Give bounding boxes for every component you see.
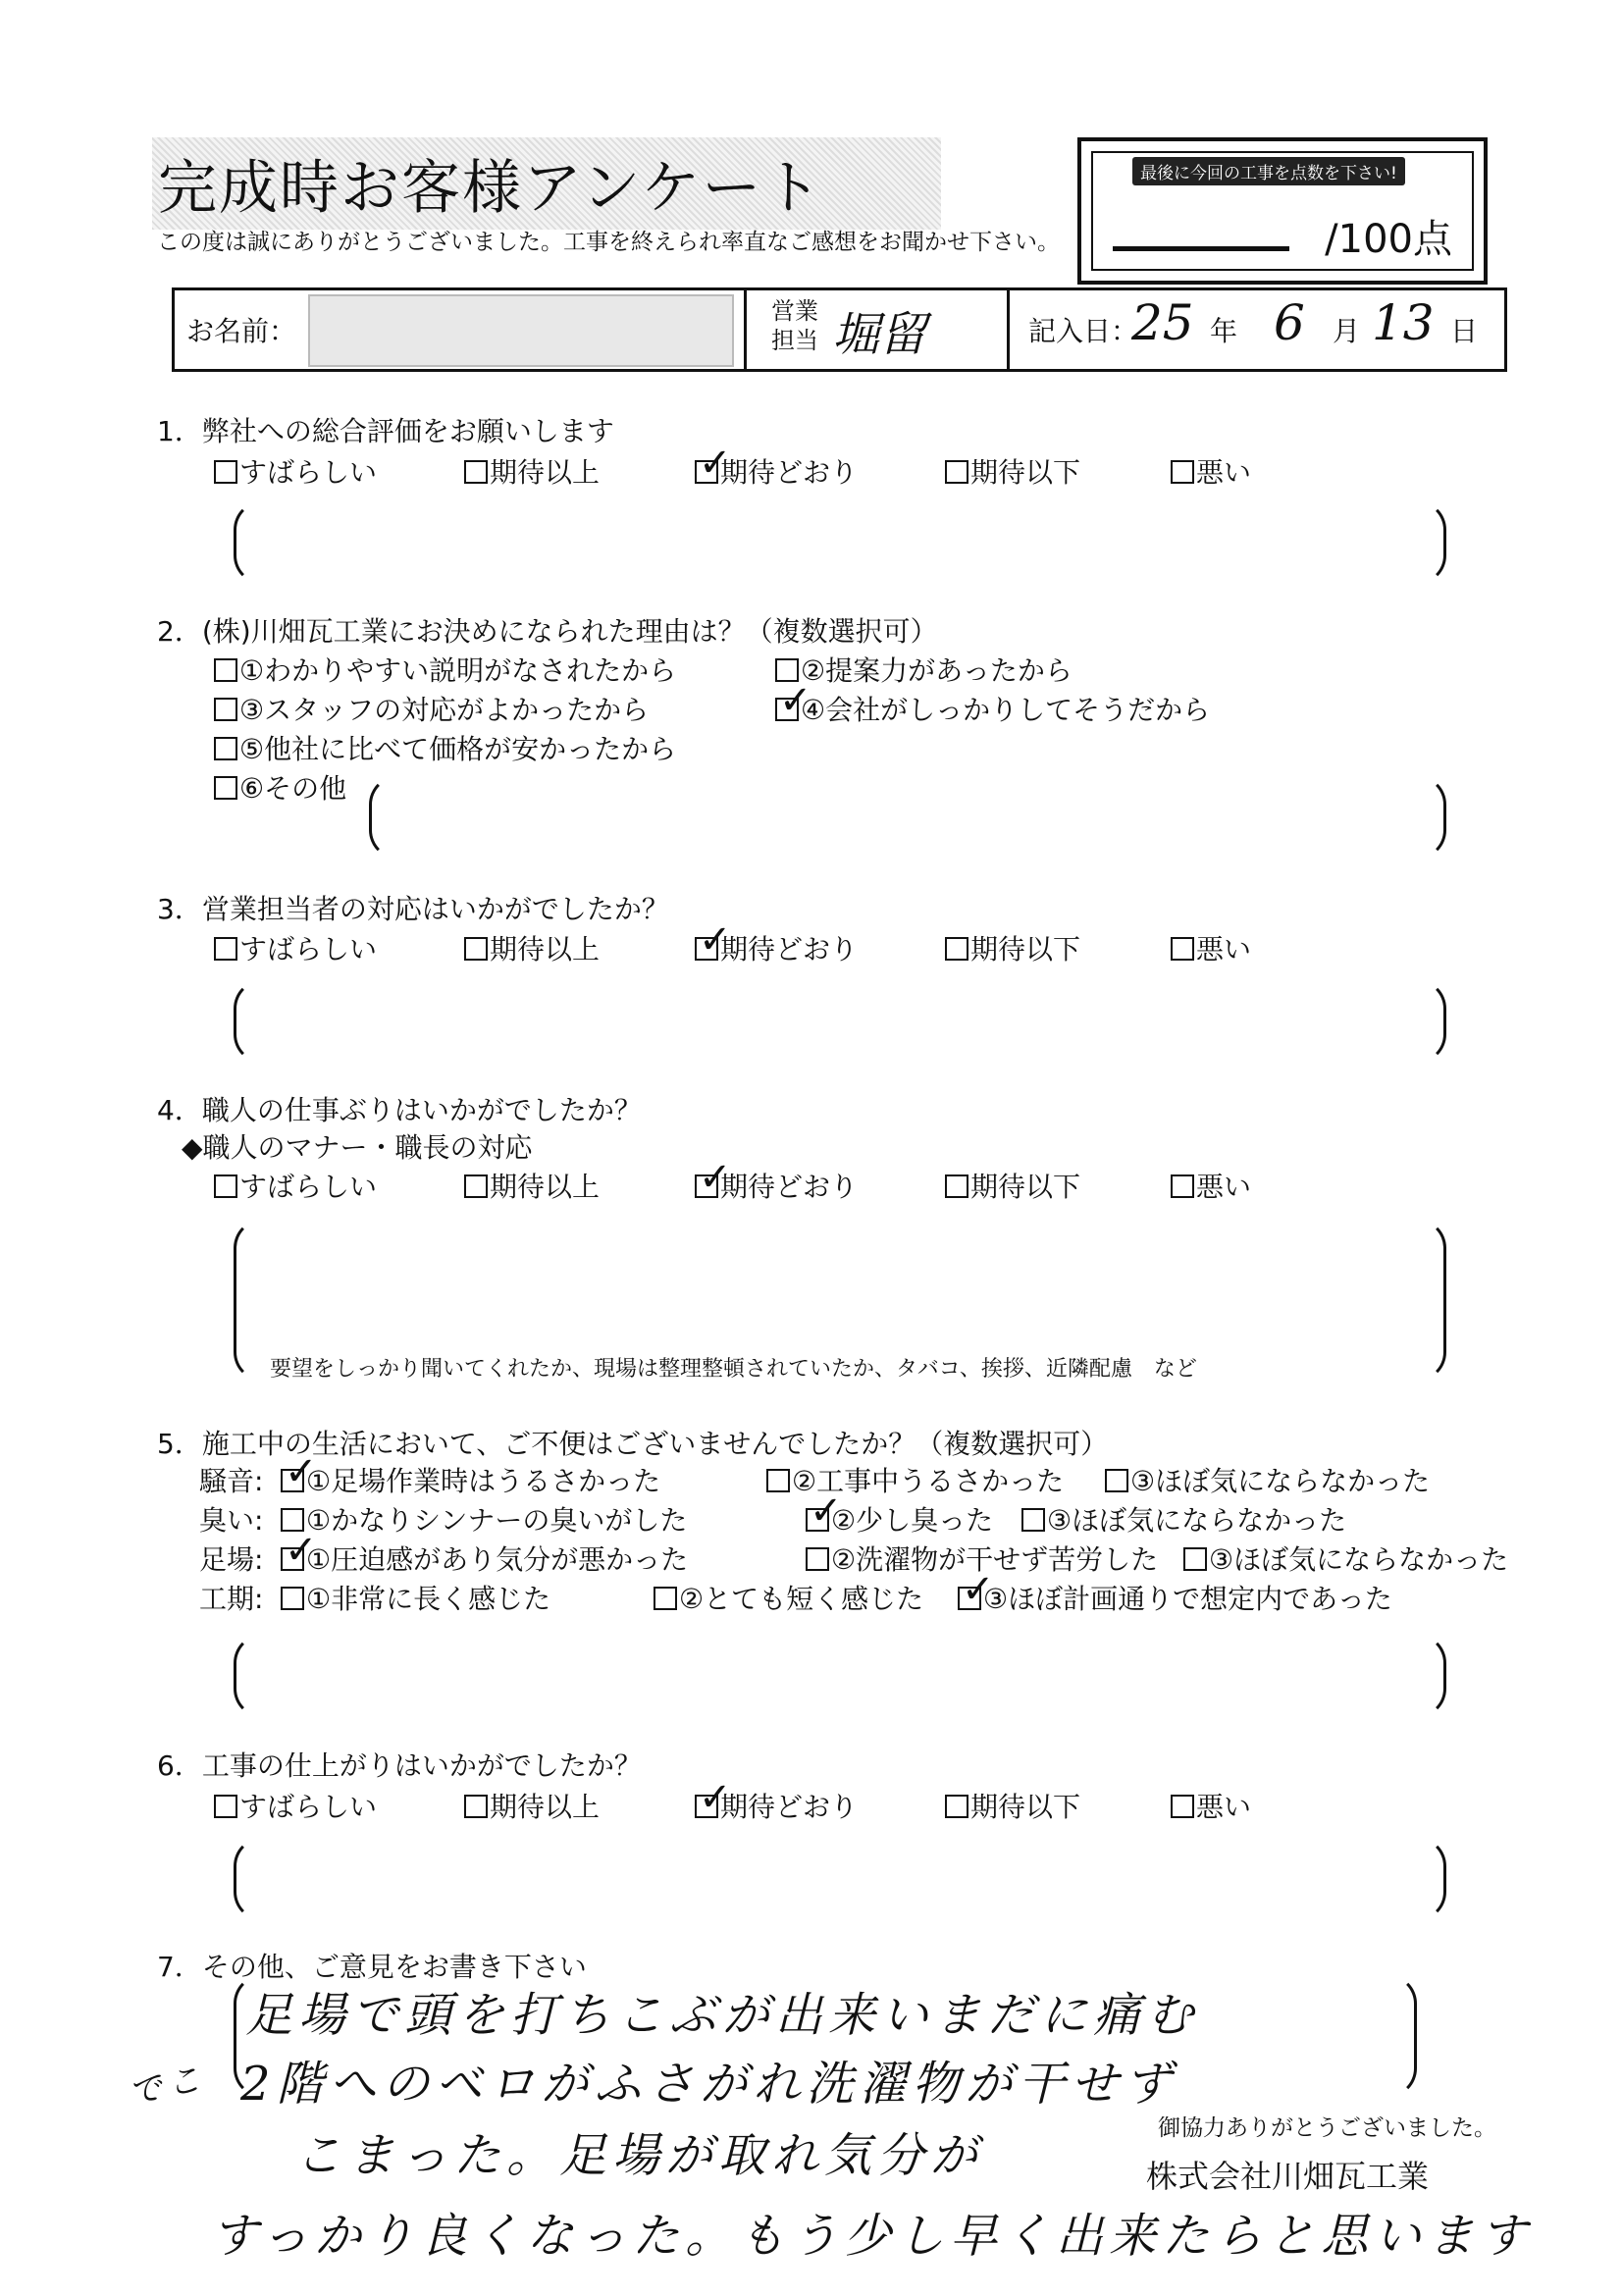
q4-option-4[interactable]: [945, 1166, 1080, 1205]
checkbox-checked[interactable]: [695, 937, 718, 961]
q5-row-label: 臭い:: [199, 1504, 264, 1537]
divider: [744, 290, 747, 369]
q5-row-4-option-1[interactable]: [281, 1578, 550, 1617]
score-box: [1077, 137, 1488, 285]
q5-row-2-option-3[interactable]: [1021, 1499, 1346, 1539]
checkbox-checked[interactable]: [695, 1174, 718, 1198]
q4-option-4-label: 期待以下: [970, 1171, 1081, 1203]
q1-option-3[interactable]: [695, 451, 858, 491]
q4-option-2[interactable]: [464, 1166, 600, 1205]
q3-option-4[interactable]: [945, 928, 1080, 967]
q5-row-label: 足場:: [199, 1543, 264, 1576]
checkbox[interactable]: [281, 1587, 304, 1610]
date-label: 記入日：: [1028, 315, 1139, 347]
checkbox[interactable]: [766, 1469, 790, 1492]
info-row: [172, 287, 1507, 372]
q5-option-label: ①かなりシンナーの臭いがした: [306, 1504, 688, 1537]
checkbox[interactable]: [945, 460, 968, 484]
q5-row-3-option-1[interactable]: [281, 1539, 688, 1578]
q1-option-2[interactable]: [464, 451, 600, 491]
q3-option-1[interactable]: [214, 928, 377, 967]
checkbox[interactable]: [214, 658, 237, 682]
q4-option-3[interactable]: [695, 1166, 858, 1205]
q1-option-4[interactable]: [945, 451, 1080, 491]
date-year-unit: 年: [1210, 315, 1238, 347]
checkbox[interactable]: [214, 698, 237, 721]
checkbox[interactable]: [1171, 1795, 1194, 1818]
date-day-unit: 日: [1450, 315, 1479, 347]
name-label: お名前：: [186, 315, 297, 347]
q4-hint: 要望をしっかり聞いてくれたか、現場は整理整頓されていたか、タバコ、挨拶、近隣配慮 など: [270, 1357, 1197, 1382]
q5-option-label: ②洗濯物が干せず苦労した: [831, 1543, 1159, 1576]
checkbox[interactable]: [945, 937, 968, 961]
q6-option-1-label: すばらしい: [239, 1791, 378, 1823]
checkbox-checked[interactable]: [281, 1469, 304, 1492]
q6-comment-box[interactable]: [234, 1837, 1446, 1921]
q1-option-2-label: 期待以上: [490, 456, 601, 489]
page-subtitle: この度は誠にありがとうございました。工事を終えられ率直なご感想をお聞かせ下さい。: [157, 230, 1060, 255]
q5-option-label: ①非常に長く感じた: [306, 1583, 551, 1615]
footer-thanks: 御協力ありがとうございました。: [1158, 2115, 1496, 2141]
q2-title: 2．(株)川畑瓦工業にお決めになられた理由は？（複数選択可）: [157, 615, 938, 648]
q2-option-5[interactable]: [214, 728, 676, 767]
q3-option-1-label: すばらしい: [239, 933, 378, 965]
q6-option-2-label: 期待以上: [490, 1791, 601, 1823]
q2-option-1-label: ①わかりやすい説明がなされたから: [239, 654, 677, 687]
q5-row-4-option-2[interactable]: [654, 1578, 923, 1617]
q1-option-1-label: すばらしい: [239, 456, 378, 489]
q3-option-2[interactable]: [464, 928, 600, 967]
q5-option-label: ③ほぼ気にならなかった: [1130, 1465, 1431, 1497]
name-field[interactable]: [308, 294, 734, 367]
checkbox-checked[interactable]: [695, 460, 718, 484]
footer-company: 株式会社川畑瓦工業: [1146, 2158, 1430, 2195]
q2-option-5-label: ⑤他社に比べて価格が安かったから: [239, 733, 677, 765]
checkbox[interactable]: [1021, 1508, 1045, 1532]
q6-title: 6．工事の仕上がりはいかがでしたか？: [157, 1749, 642, 1782]
sales-label-line2: 担当: [771, 327, 818, 354]
checkbox[interactable]: [464, 1795, 488, 1818]
q7-title: 7．その他、ご意見をお書き下さい: [157, 1951, 587, 1983]
q2-other-box[interactable]: [369, 775, 1446, 860]
checkbox[interactable]: [1171, 937, 1194, 961]
q3-option-3-label: 期待どおり: [720, 933, 859, 965]
q5-option-label: ②少し臭った: [831, 1504, 994, 1537]
date-month: 6: [1274, 294, 1305, 351]
q3-option-2-label: 期待以上: [490, 933, 601, 965]
q2-option-1[interactable]: [214, 650, 676, 689]
q4-subtitle: ◆職人のマナー・職長の対応: [182, 1131, 533, 1164]
checkbox[interactable]: [654, 1587, 677, 1610]
checkbox-checked[interactable]: [281, 1547, 304, 1571]
checkbox[interactable]: [1105, 1469, 1128, 1492]
score-input[interactable]: [1113, 246, 1289, 251]
q1-option-1[interactable]: [214, 451, 377, 491]
q4-title: 4．職人の仕事ぶりはいかがでしたか？: [157, 1094, 642, 1126]
q5-option-label: ②工事中うるさかった: [792, 1465, 1065, 1497]
q5-row-label: 騒音:: [199, 1465, 264, 1497]
q1-option-5-label: 悪い: [1196, 456, 1252, 489]
page-title: 完成時お客様アンケート: [152, 137, 941, 230]
q5-row-1-option-3[interactable]: [1105, 1460, 1430, 1499]
q5-option-label: ①足場作業時はうるさかった: [306, 1465, 661, 1497]
q6-option-4[interactable]: [945, 1786, 1080, 1825]
q5-row-2-option-1[interactable]: [281, 1499, 687, 1539]
checkbox[interactable]: [464, 1174, 488, 1198]
q6-option-2[interactable]: [464, 1786, 600, 1825]
q5-row-1-option-1[interactable]: [281, 1460, 660, 1499]
q5-row-3-option-3[interactable]: [1183, 1539, 1508, 1578]
q3-option-5[interactable]: [1171, 928, 1251, 967]
q5-comment-box[interactable]: [234, 1634, 1446, 1718]
q3-option-5-label: 悪い: [1196, 933, 1252, 965]
q7-comment-line-1: 足場で頭を打ちこぶが出来いまだに痛む: [245, 1988, 1200, 2043]
checkbox[interactable]: [1183, 1547, 1207, 1571]
q4-option-3-label: 期待どおり: [720, 1171, 859, 1203]
date-day: 13: [1372, 294, 1435, 351]
q2-option-2[interactable]: [775, 650, 1073, 689]
q5-option-label: ③ほぼ気にならなかった: [1047, 1504, 1347, 1537]
sales-label-line1: 営業: [771, 297, 818, 325]
q3-option-3[interactable]: [695, 928, 858, 967]
q1-title: 1．弊社への総合評価をお願いします: [157, 415, 614, 447]
q4-option-1-label: すばらしい: [239, 1171, 378, 1203]
date-year: 25: [1131, 294, 1194, 351]
q2-option-4[interactable]: [775, 689, 1210, 728]
q5-option-label: ②とても短く感じた: [679, 1583, 924, 1615]
q6-option-5-label: 悪い: [1196, 1791, 1252, 1823]
q4-option-1[interactable]: [214, 1166, 377, 1205]
q1-option-3-label: 期待どおり: [720, 456, 859, 489]
date-month-unit: 月: [1333, 315, 1361, 347]
sales-label: [771, 296, 818, 355]
q1-comment-box[interactable]: [234, 500, 1446, 585]
q3-comment-box[interactable]: [234, 979, 1446, 1064]
divider: [1007, 290, 1010, 369]
q6-option-3-label: 期待どおり: [720, 1791, 859, 1823]
q2-option-4-label: ④会社がしっかりしてそうだから: [801, 694, 1211, 726]
q6-option-3[interactable]: [695, 1786, 858, 1825]
checkbox-checked[interactable]: [775, 698, 799, 721]
checkbox[interactable]: [464, 937, 488, 961]
q7-comment-line-3: こまった。足場が取れ気分が: [294, 2128, 984, 2183]
q6-option-4-label: 期待以下: [970, 1791, 1081, 1823]
checkbox-checked[interactable]: [806, 1508, 829, 1532]
score-box-inner: [1091, 151, 1474, 271]
q5-option-label: ①圧迫感があり気分が悪かった: [306, 1543, 689, 1576]
checkbox[interactable]: [214, 737, 237, 760]
q7-comment-line-2: 2階へのベロがふさがれ洗濯物が干せず: [240, 2057, 1177, 2112]
checkbox[interactable]: [214, 1174, 237, 1198]
q2-option-6[interactable]: [214, 767, 346, 807]
checkbox[interactable]: [1171, 460, 1194, 484]
q2-option-2-label: ②提案力があったから: [801, 654, 1073, 687]
checkbox[interactable]: [464, 460, 488, 484]
q1-option-4-label: 期待以下: [970, 456, 1081, 489]
q5-row-label: 工期:: [199, 1583, 264, 1615]
score-suffix: /100点: [1325, 217, 1452, 262]
checkbox[interactable]: [945, 1174, 968, 1198]
checkbox-checked[interactable]: [695, 1795, 718, 1818]
checkbox-checked[interactable]: [958, 1587, 981, 1610]
q3-option-4-label: 期待以下: [970, 933, 1081, 965]
checkbox[interactable]: [214, 937, 237, 961]
q2-option-6-label: ⑥その他: [239, 772, 347, 805]
checkbox[interactable]: [214, 776, 237, 800]
sales-name: 堀留: [832, 307, 927, 362]
checkbox[interactable]: [806, 1547, 829, 1571]
q5-title: 5．施工中の生活において、ご不便はございませんでしたか？（複数選択可）: [157, 1428, 1109, 1460]
checkbox[interactable]: [945, 1795, 968, 1818]
q7-comment-line-4: すっかり良くなった。もう少し早く出来たらと思います: [211, 2209, 1534, 2264]
score-label: 最後に今回の工事を点数を下さい!: [1132, 157, 1405, 185]
q2-option-3[interactable]: [214, 689, 649, 728]
q1-option-5[interactable]: [1171, 451, 1251, 491]
q3-title: 3．営業担当者の対応はいかがでしたか？: [157, 893, 669, 925]
checkbox[interactable]: [214, 460, 237, 484]
q4-option-5-label: 悪い: [1196, 1171, 1252, 1203]
q4-option-5[interactable]: [1171, 1166, 1251, 1205]
q5-row-4-option-3[interactable]: [958, 1578, 1392, 1617]
q2-option-3-label: ③スタッフの対応がよかったから: [239, 694, 650, 726]
q5-option-label: ③ほぼ気にならなかった: [1209, 1543, 1509, 1576]
q5-option-label: ③ほぼ計画通りで想定内であった: [983, 1583, 1392, 1615]
checkbox[interactable]: [214, 1795, 237, 1818]
q4-option-2-label: 期待以上: [490, 1171, 601, 1203]
q6-option-1[interactable]: [214, 1786, 377, 1825]
q6-option-5[interactable]: [1171, 1786, 1251, 1825]
q5-row-2-option-2[interactable]: [806, 1499, 993, 1539]
checkbox[interactable]: [1171, 1174, 1194, 1198]
q7-margin-note: でこ: [125, 2059, 211, 2113]
